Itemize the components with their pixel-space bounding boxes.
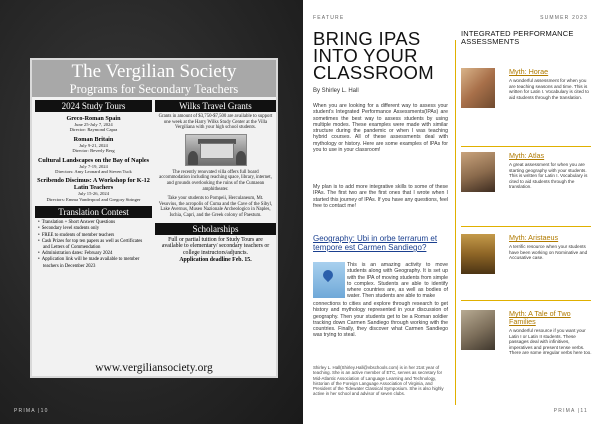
atlas-image <box>461 152 495 192</box>
tour-director: Director: Raymond Capra <box>69 127 118 133</box>
sidebar-item-aristaeus <box>461 234 593 304</box>
grants-text: Take your students to Pompeii, Herculaneum, Mt. Vesuvius, the acropolis of Cuma and the Cave of the Sibyl, Lake Avernus, Museo Nazionale Archeologico in Naples, Ischia, Capri, and the Greek colony of Paestum. <box>158 196 273 218</box>
list-item: • Administration dates: February 2024 <box>43 251 148 257</box>
author-bio: Shirley L. Hall(Shirley.Hall@vbschools.com) is in her 21st year of teaching. She is an active member of ETC, serves as secretary for Mid-Atlantic Association of Language Learning and Technology, historian of the Foreign Language Association of Virginia, and President of the Tidewater Classical Symposium. She is also highly active in her school and advisor of seven clubs. <box>313 365 444 397</box>
sidebar-item-two-families <box>461 310 593 390</box>
sidebar-item-horae <box>461 68 593 158</box>
tour-director: Directors: Amy Leonard and Steven Tuck <box>55 169 132 175</box>
grants-text: Grants in amount of $3,750-$7,500 are available to support one week at the Harry Wilks Study Center at the Villa Vergiliana with your high school students. <box>158 114 273 131</box>
translation-contest-heading: Translation Contest <box>35 206 152 218</box>
two-families-image <box>461 310 495 350</box>
tour-item <box>35 115 152 133</box>
tour-dates: July 9-21, 2024 <box>79 142 108 148</box>
grants-text: The recently renovated villa offers full board accommodation including reaching space, library, internet, and grounds overlooking the ruins of the Cumaean amphitheater. <box>159 169 272 192</box>
section-title-geography[interactable]: Geography: Ubi in orbe terrarum et tempore est Carmen Sandiego? <box>313 234 438 252</box>
sidebar-title: INTEGRATED PERFORMANCE ASSESSMENTS <box>461 29 574 46</box>
ad-subtitle: Programs for Secondary Teachers <box>69 82 239 96</box>
tour-name: Cultural Landscapes on the Bay of Naples <box>37 156 150 164</box>
tour-director: Director: Beverly Berg <box>72 148 115 154</box>
list-item: • Cash Prizes for top ten papers as well as Certificates and Letters of Commendation <box>43 239 148 251</box>
map-pin-image <box>313 262 345 298</box>
sidebar-item-atlas <box>461 152 593 232</box>
tour-item <box>35 177 152 202</box>
list-item: • Secondary level students only <box>43 226 148 232</box>
tour-item <box>35 157 152 175</box>
runner-section: FEATURE <box>313 15 345 21</box>
tour-name: Greco-Roman Spain <box>66 115 121 122</box>
scholarships-deadline: Application deadline Feb. 15. <box>179 256 252 263</box>
tour-director: Directors: Emma Vanderpool and Gregory Stringer <box>46 196 141 202</box>
sidebar-divider <box>461 226 591 227</box>
aristaeus-image <box>461 234 495 274</box>
article-paragraph: When you are looking for a different way to assess your student’s Integrated Performance Assessments(IPAs) are sometimes the best way to assess students by using multiple modes. These examples were made with similar structure during the pandemic or when I was teaching hybrid courses. All of these assessments deal with mythology or history. Here are some examples of IPAs for you to use in your classroom! <box>313 103 448 154</box>
villa-photo <box>185 134 247 166</box>
item-title[interactable]: Myth: Atlas <box>509 151 545 160</box>
tour-name: Roman Britain <box>73 135 114 143</box>
list-item: • Application link will be made available to member teachers in December 2023 <box>43 257 148 269</box>
tour-item <box>35 136 152 154</box>
column-divider <box>455 40 456 405</box>
item-text: A wonderful resource if you want your Latin I or Latin II students. These passages deal with infinitives, imperatives and present tense verbs. There are some irregular verbs here too. <box>509 328 592 355</box>
tour-name: Scribendo Discimus: A Workshop for K-12 Latin Teachers <box>37 177 150 192</box>
item-text: A terrific resource when your students have been working on Nominative and Accusative case. <box>509 244 588 260</box>
tour-dates: June 25-July 7, 2024 <box>74 122 113 127</box>
article-paragraph: My plan is to add more integrative skills to some of these IPAs. The first two are the first ones that I wrote when I started this journey of IPAs. If you have any questions, feel free to contact me! <box>313 184 448 209</box>
scholarships-text <box>155 235 276 264</box>
ad-right-column <box>155 100 276 264</box>
society-url: www.vergiliansociety.org <box>95 362 213 374</box>
list-item: • Translation + Short Answer Questions <box>43 220 148 226</box>
article-title: BRING IPAS INTO YOUR CLASSROOM <box>313 28 434 83</box>
vergilian-society-ad <box>30 58 278 378</box>
ad-left-column <box>35 100 152 270</box>
right-page <box>303 0 600 424</box>
travel-grants-heading: Wilks Travel Grants <box>155 100 276 112</box>
page-number-left: PRIMA |10 <box>14 408 49 414</box>
geography-text: This is an amazing activity to move students along with Geography. It is set up with the IPA of moving students from simple to complex. Students are able to identify where countries are, as well as bodies of water. Then students are able to make <box>347 262 448 300</box>
byline: By Shirley L. Hall <box>313 88 359 94</box>
item-title[interactable]: Myth: Aristaeus <box>509 233 559 242</box>
horae-image <box>461 68 495 108</box>
list-item: • FREE to students of member teachers <box>43 233 148 239</box>
scholarships-body: Full or partial tuition for Study Tours are available to elementary/ secondary teachers or college instructors/adjuncts. <box>161 236 270 257</box>
geography-text-continued: connections to cities and explore through research to get history and mythology represented in your discussion of geography. Then your students get to be a Roman soldier tracking down Carmen Sandiego through working with the countries. Finally, they discover what Carmen Sandiego was trying to steal. <box>313 301 448 339</box>
item-text: A great assessment for when you are starting geography with your students. This is written for Latin I. Vocabulary is cited to aid students through the translation. <box>509 162 588 189</box>
sidebar-divider <box>461 300 591 301</box>
tour-dates: July 7-19, 2024 <box>79 163 108 169</box>
study-tours-heading: 2024 Study Tours <box>35 100 152 112</box>
ad-title: The Vergilian Society <box>71 61 237 82</box>
ad-header <box>32 60 276 97</box>
item-title[interactable]: Myth: Horae <box>509 67 549 76</box>
runner-issue: SUMMER 2023 <box>540 15 588 21</box>
contest-list <box>35 218 152 270</box>
page-number-right: PRIMA |11 <box>553 408 588 414</box>
item-title[interactable]: Myth: A Tale of Two Families <box>509 309 571 326</box>
scholarships-heading: Scholarships <box>155 223 276 235</box>
item-text: A wonderful assessment for when you are teaching seasons and time. This is written for Latin I. Vocabulary is cited to aid students through the translation. <box>509 78 589 100</box>
tour-dates: July 15-26, 2024 <box>77 191 109 197</box>
sidebar-divider <box>461 146 591 147</box>
